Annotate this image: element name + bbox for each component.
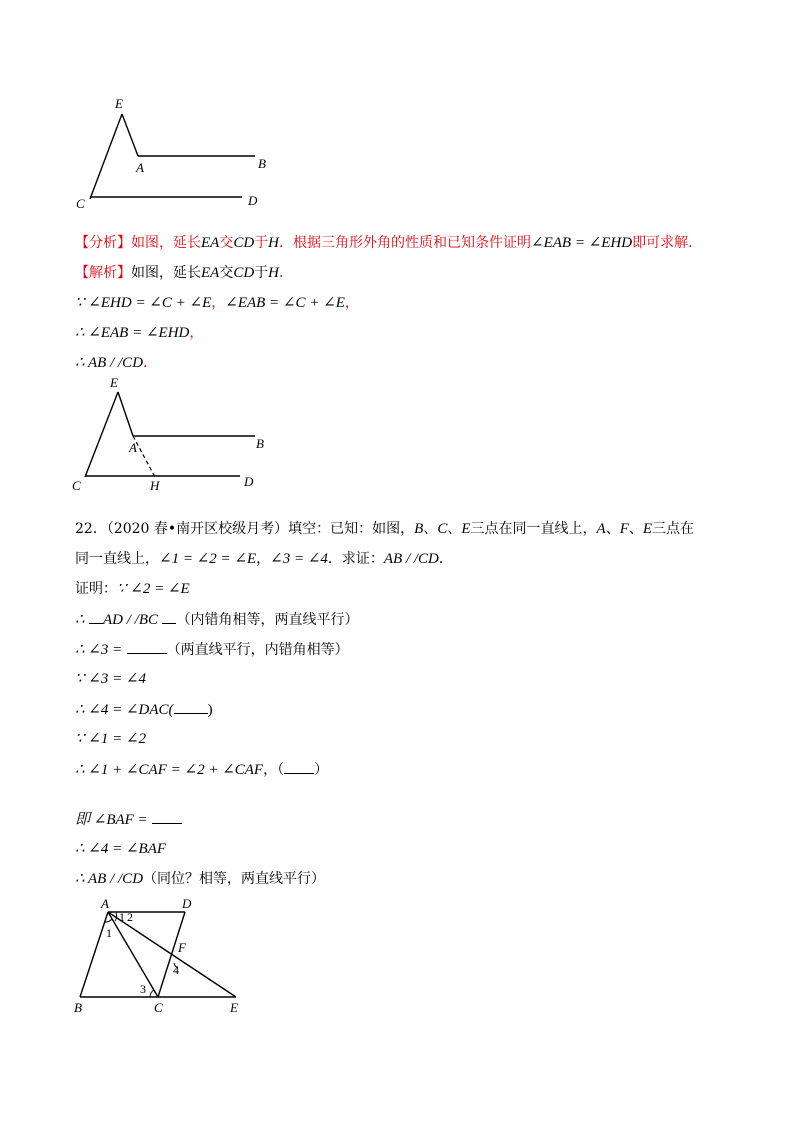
q22-sep-5: ， bbox=[256, 551, 271, 567]
q22-point-a: A bbox=[596, 521, 606, 537]
segment-ac bbox=[108, 912, 158, 997]
q22-text-4: 同一直线上， bbox=[75, 551, 159, 567]
label-angle-3: 3 bbox=[140, 982, 146, 996]
q22-source: （2020 春•南开区校级月考） bbox=[106, 521, 289, 537]
solution-eq-eab-ehd: ∴ ∠EAB = ∠EHD bbox=[75, 325, 190, 341]
proof-angle-4: ∴ ∠4 = ∠DAC( bbox=[75, 702, 174, 718]
segment-ea bbox=[118, 392, 133, 436]
solution-text-1: 如图，延长 bbox=[131, 265, 201, 281]
label-b: B bbox=[258, 156, 266, 171]
label-d: D bbox=[182, 896, 192, 911]
q22-sep-2: 、 bbox=[447, 521, 462, 537]
proof-line-8 bbox=[75, 809, 182, 830]
q22-condition-2: ∠3 = ∠4 bbox=[270, 551, 328, 567]
proof-line-2 bbox=[75, 609, 358, 630]
analysis-text-4: ．根据三角形外角的性质和已知条件证明 bbox=[279, 235, 532, 251]
solution-comma-1: ， bbox=[211, 295, 226, 311]
solution-text-2: 交 bbox=[219, 265, 234, 281]
proof-paren-close: ) bbox=[207, 702, 213, 718]
solution-comma-3: ， bbox=[189, 325, 204, 341]
solution-conclusion: ∴ AB / /CD bbox=[75, 355, 144, 371]
analysis-line bbox=[75, 233, 702, 253]
q22-line-1 bbox=[75, 519, 694, 539]
label-angle-2: 2 bbox=[127, 910, 133, 924]
q22-text-3: 三点在 bbox=[652, 521, 695, 537]
q22-number: 22． bbox=[75, 521, 107, 537]
label-angle-4: 4 bbox=[173, 963, 179, 977]
q22-text-6: ． bbox=[438, 551, 453, 567]
proof-given-2: ∵ ∠3 = ∠4 bbox=[75, 671, 147, 687]
proof-angle-baf: 即 ∠BAF = bbox=[75, 812, 148, 828]
proof-angle-4-baf: ∴ ∠4 = ∠BAF bbox=[75, 841, 167, 857]
q22-goal: AB / /CD bbox=[383, 551, 439, 567]
analysis-h: H bbox=[268, 235, 280, 251]
solution-period: ． bbox=[143, 355, 158, 371]
proof-line-1 bbox=[75, 579, 190, 599]
proof-sum: ∴ ∠1 + ∠CAF = ∠2 + ∠CAF bbox=[75, 762, 264, 778]
proof-reason-final: （同位？相等，两直线平行） bbox=[143, 871, 326, 887]
proof-conclusion: ∴ AB / /CD bbox=[75, 871, 144, 887]
label-e: E bbox=[115, 96, 123, 111]
figure-3 bbox=[60, 890, 260, 1020]
label-a: A bbox=[101, 896, 109, 911]
proof-reason-2: （两直线平行，内错角相等） bbox=[166, 642, 349, 658]
label-h: H bbox=[150, 478, 160, 493]
blank-1-answer: AD / /BC bbox=[103, 612, 158, 628]
solution-eq-eab: ∠EAB = ∠C + ∠E bbox=[225, 295, 345, 311]
analysis-ea: EA bbox=[201, 235, 220, 251]
solution-ea: EA bbox=[201, 265, 220, 281]
q22-point-f: F bbox=[619, 521, 629, 537]
proof-angle-3: ∴ ∠3 = bbox=[75, 642, 123, 658]
q22-text-2: 三点在同一直线上， bbox=[470, 521, 597, 537]
solution-text-3: 于 bbox=[254, 265, 269, 281]
proof-line-5 bbox=[75, 699, 213, 720]
q22-sep-1: 、 bbox=[423, 521, 438, 537]
label-c: C bbox=[76, 196, 85, 211]
blank-1-right[interactable] bbox=[162, 609, 176, 624]
label-e: E bbox=[110, 375, 118, 390]
blank-2[interactable] bbox=[127, 639, 167, 654]
label-b: B bbox=[256, 436, 264, 451]
solution-line-3 bbox=[75, 323, 203, 343]
segment-ec bbox=[90, 114, 122, 199]
segment-ae bbox=[108, 912, 236, 997]
label-c: C bbox=[72, 478, 81, 493]
figure-1 bbox=[60, 90, 290, 220]
analysis-tag: 【分析】 bbox=[75, 235, 131, 251]
q22-point-b: B bbox=[414, 521, 424, 537]
angle-arc-3 bbox=[150, 990, 154, 997]
analysis-cd: CD bbox=[233, 235, 255, 251]
proof-line-3 bbox=[75, 639, 349, 660]
q22-point-e-2: E bbox=[642, 521, 653, 537]
proof-therefore-1: ∴ bbox=[75, 612, 85, 628]
q22-point-e: E bbox=[461, 521, 471, 537]
analysis-text-3: 于 bbox=[254, 235, 269, 251]
proof-line-7 bbox=[75, 759, 328, 780]
solution-line-1 bbox=[75, 263, 293, 283]
q22-point-c: C bbox=[437, 521, 448, 537]
analysis-equation: ∠EAB = ∠EHD bbox=[531, 235, 633, 251]
analysis-text-2: 交 bbox=[219, 235, 234, 251]
solution-h: H bbox=[268, 265, 280, 281]
proof-label: 证明： bbox=[75, 581, 117, 597]
label-f: F bbox=[178, 940, 186, 955]
blank-1-left[interactable] bbox=[89, 609, 103, 624]
blank-5[interactable] bbox=[152, 809, 182, 824]
proof-paren-open: ，（ bbox=[263, 762, 285, 778]
label-angle-1-top: 1 bbox=[119, 910, 125, 924]
q22-text-1: 填空：已知：如图， bbox=[288, 521, 415, 537]
segment-ec bbox=[85, 392, 118, 477]
q22-condition-1: ∠1 = ∠2 = ∠E bbox=[159, 551, 257, 567]
solution-text-4: ． bbox=[279, 265, 294, 281]
blank-4[interactable] bbox=[284, 759, 314, 774]
q22-text-5: ．求证： bbox=[327, 551, 384, 567]
analysis-text-5: 即可求解． bbox=[632, 235, 703, 251]
segment-ab bbox=[80, 912, 108, 997]
label-d: D bbox=[248, 193, 258, 208]
proof-given-1: ∵ ∠2 = ∠E bbox=[117, 581, 190, 597]
solution-eq-ehd: ∵ ∠EHD = ∠C + ∠E bbox=[75, 295, 212, 311]
label-a: A bbox=[136, 160, 144, 175]
proof-line-6 bbox=[75, 729, 146, 749]
analysis-text-1: 如图，延长 bbox=[131, 235, 201, 251]
label-angle-1: 1 bbox=[106, 926, 112, 940]
proof-line-9 bbox=[75, 839, 166, 859]
q22-line-2 bbox=[75, 549, 453, 569]
proof-line-4 bbox=[75, 669, 146, 689]
label-e: E bbox=[230, 1000, 238, 1015]
label-c: C bbox=[154, 1000, 163, 1015]
solution-line-2 bbox=[75, 293, 359, 313]
proof-line-10 bbox=[75, 869, 325, 889]
q22-sep-3: 、 bbox=[605, 521, 620, 537]
solution-cd: CD bbox=[233, 265, 255, 281]
proof-paren-close-2: ） bbox=[314, 762, 329, 778]
label-a: A bbox=[129, 440, 137, 455]
figure-2 bbox=[60, 370, 280, 495]
proof-given-3: ∵ ∠1 = ∠2 bbox=[75, 731, 147, 747]
blank-3[interactable] bbox=[174, 699, 208, 714]
label-d: D bbox=[244, 474, 254, 489]
solution-comma-2: ， bbox=[344, 295, 359, 311]
solution-tag: 【解析】 bbox=[75, 265, 131, 281]
proof-reason-1: （内错角相等，两直线平行） bbox=[176, 612, 359, 628]
q22-sep-4: 、 bbox=[628, 521, 643, 537]
segment-ea bbox=[122, 114, 138, 156]
label-b: B bbox=[74, 1000, 82, 1015]
